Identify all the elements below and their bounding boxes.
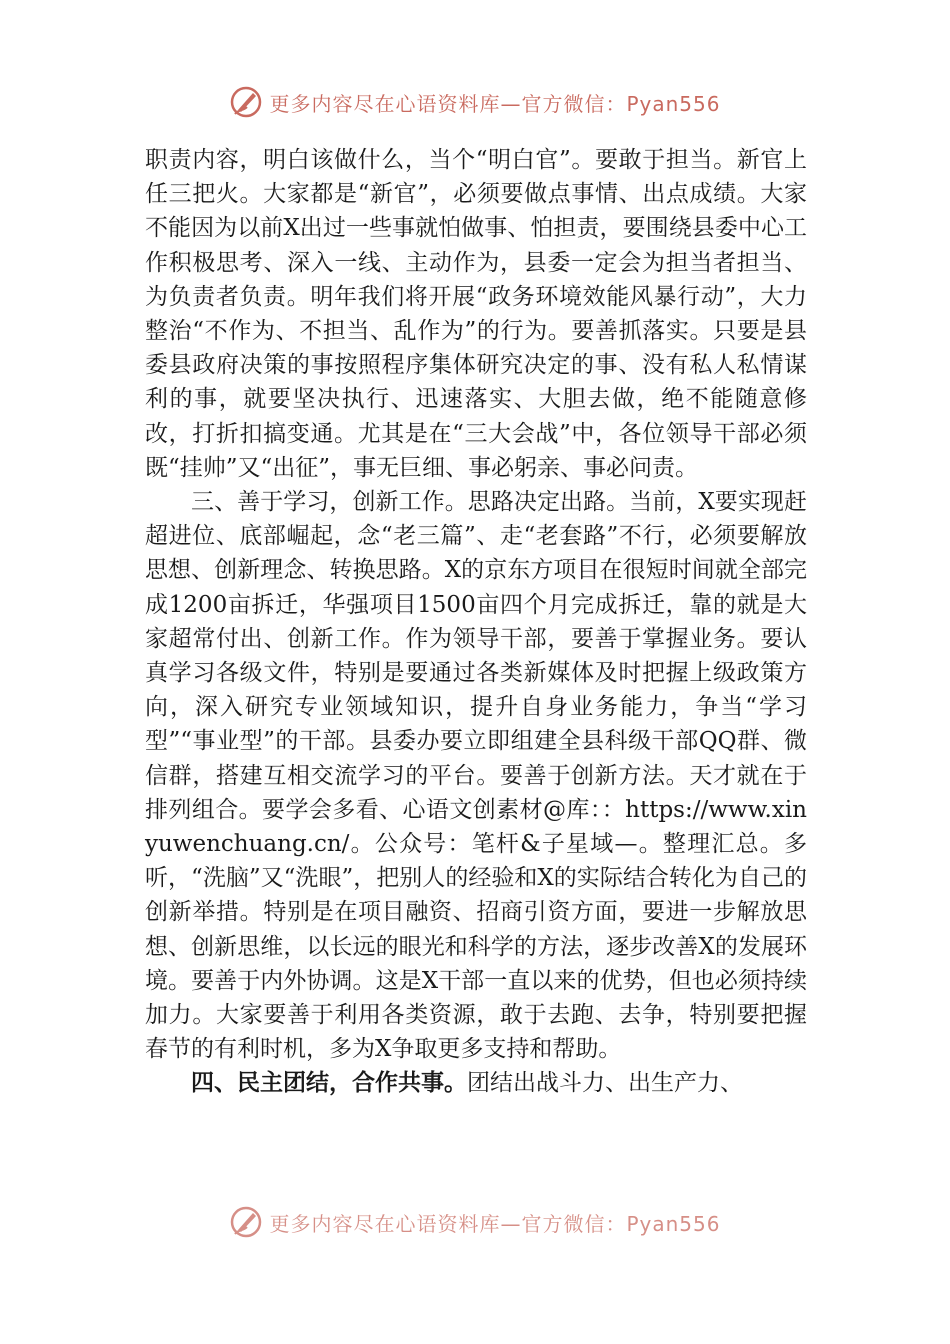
watermark-text: 更多内容尽在心语资料库—官方微信：Pyan556 [269, 1211, 721, 1236]
document-body [145, 143, 807, 1101]
paragraph-1: 职责内容，明白该做什么，当个“明白官”。要敢于担当。新官上任三把火。大家都是“新官”，必须要做点事情、出点成绩。大家不能因为以前X出过一些事就怕做事、怕担责，要围绕县委中心工作积极思考、深入一线、主动作为，县委一定会为担当者担当、为负责者负责。明年我们将开展“政务环境效能风暴行动”，大力整治“不作为、不担当、乱作为”的行为。要善抓落实。只要是县委县政府决策的事按照程序集体研究决定的事、没有私人私情谋利的事，就要坚决执行、迅速落实、大胆去做，绝不能随意修改，打折扣搞变通。尤其是在“三大会战”中，各位领导干部必须既“挂帅”又“出征”，事无巨细、事必躬亲、事必问责。 [145, 147, 807, 481]
watermark-footer [0, 1202, 950, 1242]
paragraph-3-text: 团结出战斗力、出生产力、 [467, 1070, 743, 1097]
watermark-text: 更多内容尽在心语资料库—官方微信：Pyan556 [269, 91, 721, 116]
section-heading-4: 四、民主团结，合作共事。 [191, 1070, 467, 1097]
paragraph-3 [145, 1066, 807, 1100]
watermark-header [0, 82, 950, 122]
paragraph-2: 三、善于学习，创新工作。思路决定出路。当前，X要实现赶超进位、底部崛起，念“老三篇”、走“老套路”不行，必须要解放思想、创新理念、转换思路。X的京东方项目在很短时间就全部完成1200亩拆迁，华强项目1500亩四个月完成拆迁，靠的就是大家超常付出、创新工作。作为领导干部，要善于掌握业务。要认真学习各级文件，特别是要通过各类新媒体及时把握上级政策方向，深入研究专业领域知识，提升自身业务能力，争当“学习型”“事业型”的干部。县委办要立即组建全县科级干部QQ群、微信群，搭建互相交流学习的平台。要善于创新方法。天才就在于排列组合。要学会多看、心语文创素材@库：：https://www.xinyuwenchuang.cn/。公众号：笔杆&子星域—。整理汇总。多听，“洗脑”又“洗眼”，把别人的经验和X的实际结合转化为自己的创新举措。特别是在项目融资、招商引资方面，要进一步解放思想、创新思维，以长远的眼光和科学的方法，逐步改善X的发展环境。要善于内外协调。这是X干部一直以来的优势，但也必须持续加力。大家要善于利用各类资源，敢于去跑、去争，特别要把握春节的有利时机，多为X争取更多支持和帮助。 [145, 489, 807, 1063]
pen-logo-icon [229, 1205, 263, 1239]
pen-logo-icon [229, 85, 263, 119]
